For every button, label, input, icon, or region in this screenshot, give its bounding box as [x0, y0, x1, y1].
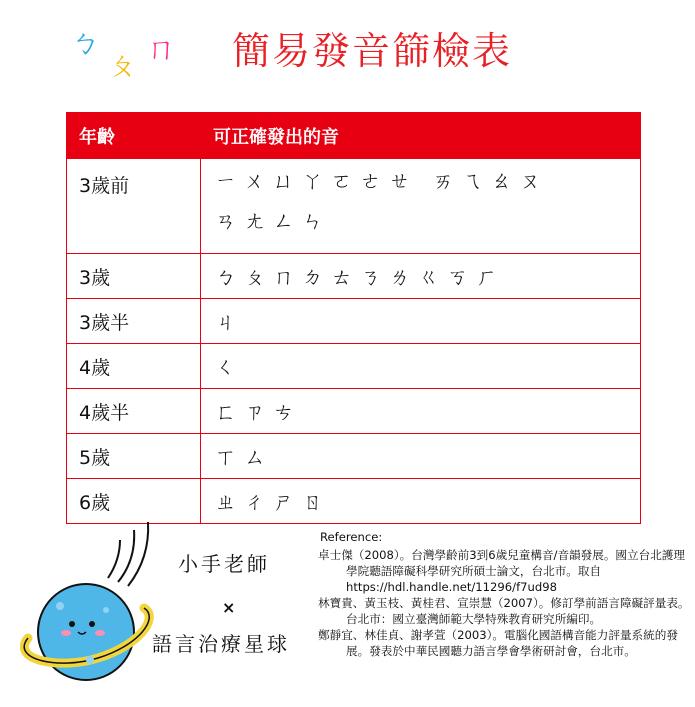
header-age: 年齡: [67, 113, 201, 159]
table-row: [67, 254, 641, 299]
row-age: 6歲: [67, 479, 201, 524]
row-sounds: ㄐ: [201, 299, 641, 344]
table-row: [67, 299, 641, 344]
sounds-line: ㄢㄤㄥㄣ: [215, 209, 331, 233]
table-row: [67, 479, 641, 524]
logo-line1: 小手老師: [178, 552, 270, 576]
row-age: 3歲前: [67, 159, 201, 254]
reference-entry: 林寶貴、黃玉枝、黃桂君、宣崇慧（2007）。修訂學前語言障礙評量表。台北市：國立臺灣師範大學特殊教育研究所編印。: [318, 596, 690, 626]
row-sounds: ㄒㄙ: [201, 434, 641, 479]
row-sounds: [201, 159, 641, 254]
row-age: 4歲: [67, 344, 201, 389]
sounds-line: ㄧㄨㄩㄚㄛㄜㄝ ㄞㄟㄠㄡ: [215, 169, 549, 193]
pronunciation-table: [66, 112, 641, 524]
logo-cross: ×: [222, 598, 236, 617]
header-sounds: 可正確發出的音: [201, 113, 641, 159]
row-sounds: ㄈㄗㄘ: [201, 389, 641, 434]
table-header-row: [67, 113, 641, 159]
row-age: 4歲半: [67, 389, 201, 434]
bopomofo-mo: ㄇ: [146, 32, 176, 67]
row-age: 3歲: [67, 254, 201, 299]
table-row: [67, 159, 641, 254]
reference-entry: 鄭靜宜、林佳貞、謝孝萱（2003）。電腦化國語構音能力評量系統的發展。發表於中華民國聽力語言學會學術研討會，台北市。: [318, 628, 678, 658]
reference-entry: 卓士傑（2008）。台灣學齡前3到6歲兒童構音/音韻發展。國立台北護理學院聽語障礙科學研究所碩士論文，台北市。取自https://hdl.handle.net/11296/f7ud98: [318, 548, 685, 594]
title-row: [0, 0, 695, 90]
bopomofo-po: ㄆ: [107, 48, 137, 83]
logo-line2: 語言治療星球: [152, 632, 290, 656]
bopomofo-bo: ㄅ: [70, 26, 100, 61]
row-age: 5歲: [67, 434, 201, 479]
page-title: 簡易發音篩檢表: [232, 29, 513, 73]
table-row: [67, 344, 641, 389]
row-age: 3歲半: [67, 299, 201, 344]
table-row: [67, 389, 641, 434]
row-sounds: ㄅㄆㄇㄉㄊㄋㄌㄍㄎㄏ: [201, 254, 641, 299]
row-sounds: ㄓㄔㄕㄖ: [201, 479, 641, 524]
references: [318, 529, 690, 659]
references-heading: Reference:: [320, 530, 383, 544]
table-row: [67, 434, 641, 479]
row-sounds: ㄑ: [201, 344, 641, 389]
